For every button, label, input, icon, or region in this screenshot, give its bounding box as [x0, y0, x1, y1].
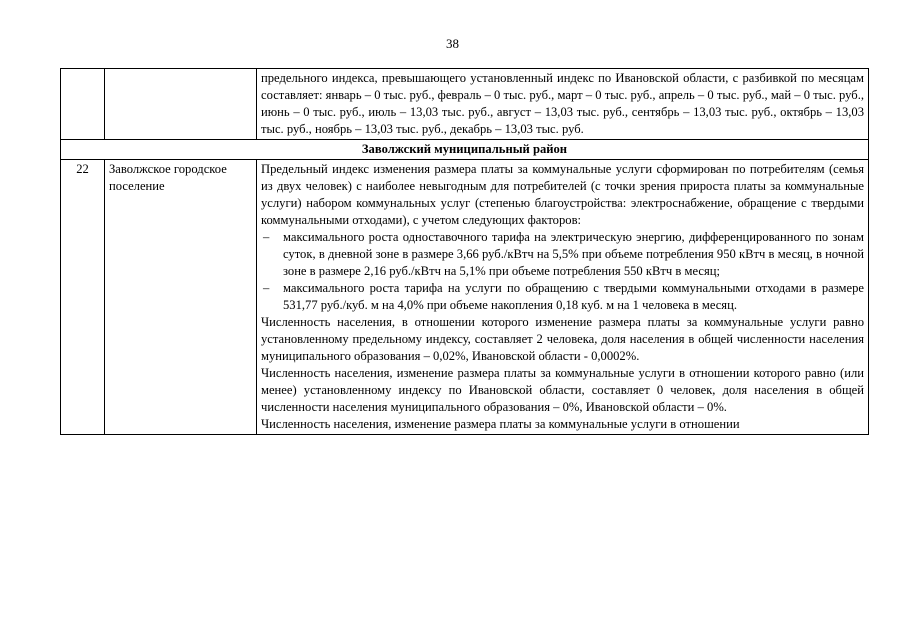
row-number-cell: [61, 69, 105, 140]
population-equal-text: Численность населения, в отношении которого изменение размера платы за коммунальные услуги равно установленному предельному индексу, составляет 2 человека, доля населения в общей численности населения муниципального образования – 0,02%, Ивановской области - 0,0002%.: [261, 315, 864, 363]
row-number: 22: [61, 160, 105, 435]
list-item: [261, 280, 864, 314]
description-cell: [257, 69, 869, 140]
population-less-text: Численность населения, изменение размера платы за коммунальные услуги в отношении которого равно (или менее) установленному индексу по Ивановской области, составляет 0 человек, доля населения в общей численности населения муниципального образования – 0%, Ивановской области – 0%.: [261, 366, 864, 414]
factors-list: [261, 229, 864, 314]
settlement-cell: [105, 69, 257, 140]
list-item: [261, 229, 864, 280]
monthly-breakdown-text: предельного индекса, превышающего установленный индекс по Ивановской области, с разбивкой по месяцам составляет: январь – 0 тыс. руб., февраль – 0 тыс. руб., март – 0 тыс. руб., апрель – 0 тыс. руб., май – 0 тыс. руб., июнь – 0 тыс. руб., июль – 13,03 тыс. руб., август – 13,03 тыс. руб., сентябрь – 13,03 тыс. руб., октябрь – 13,03 тыс. руб., ноябрь – 13,03 тыс. руб., декабрь – 13,03 тыс. руб.: [261, 71, 864, 136]
factor-text: максимального роста тарифа на услуги по обращению с твердыми коммунальными отходами в размере 531,77 руб./куб. м на 4,0% при объеме накопления 0,18 куб. м на 1 человека в месяц.: [283, 281, 864, 312]
section-row: [61, 140, 869, 160]
settlement-name: Заволжское городское поселение: [105, 160, 257, 435]
table-row: [61, 69, 869, 140]
intro-text: Предельный индекс изменения размера платы за коммунальные услуги сформирован по потребителям (семья из двух человек) с наиболее невыгодным для потребителей (с точки зрения прироста платы за коммунальные услуги) набором коммунальных услуг (степенью благоустройства: электроснабжение, обращение с твердыми коммунальными отходами), с учетом следующих факторов:: [261, 162, 864, 227]
population-more-text: Численность населения, изменение размера платы за коммунальные услуги в отношении: [261, 417, 740, 431]
page-number: 38: [446, 36, 459, 51]
table-row: [61, 160, 869, 435]
description-cell: [257, 160, 869, 435]
tariff-table: [60, 68, 869, 435]
dash-bullet: –: [263, 281, 270, 295]
dash-bullet: –: [263, 230, 270, 244]
section-title: Заволжский муниципальный район: [61, 140, 869, 160]
factor-text: максимального роста одноставочного тарифа на электрическую энергию, дифференцированного по зонам суток, в дневной зоне в размере 3,66 руб./кВтч на 5,5% при объеме потребления 950 кВтч в месяц, в ночной зоне в размере 2,16 руб./кВтч на 5,1% при объеме потребления 550 кВтч в месяц;: [283, 230, 864, 278]
